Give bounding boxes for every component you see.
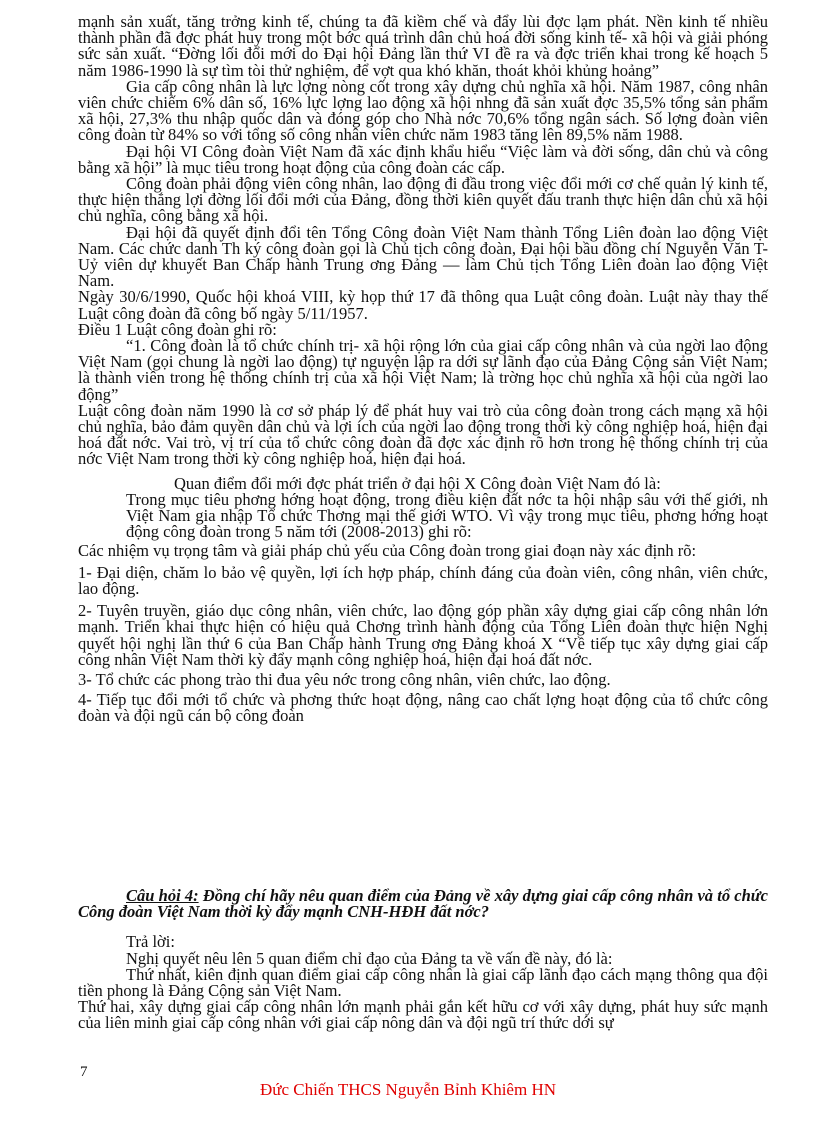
list-item-task-2: 2- Tuyên truyền, giáo dục công nhân, viên chức, lao động góp phần xây dựng giai cấp công nhân lớn mạnh. Triển khai thực hiện có hiệu quả Chơng trình hành động của Tổng Liên đoàn thực hiện Nghị quyết hội nghị lần thứ 6 của Ban Chấp hành Trung ơng Đảng khoá X “Về tiếp tục xây dựng giai cấp công nhân Việt Nam thời kỳ đẩy mạnh công nghiệp hoá, hiện đại hoá đất nớc.	[78, 601, 768, 669]
paragraph-growth: mạnh sản xuất, tăng trởng kinh tế, chúng ta đã kiềm chế và đẩy lùi đợc lạm phát. Nền kinh tế nhiều thành phần đã đợc phát huy trong một bớc quá trình dân chủ hoá đời sống kinh tế- xã hội và giải phóng sức sản xuất. “Đờng lối đổi mới do Đại hội Đảng lần thứ VI đề ra và đợc triển khai trong kế hoạch 5 năm 1986-1990 là sự tìm tòi thử nghiệm, để vợt qua khó khăn, thoát khỏi khủng hoảng”	[78, 12, 768, 80]
page-number: 7	[80, 1064, 88, 1080]
page-footer: Đức Chiến THCS Nguyễn Bỉnh Khiêm HN	[260, 1080, 556, 1099]
answer-intro: Nghị quyết nêu lên 5 quan điểm chỉ đạo của Đảng ta về vấn đề này, đó là:	[126, 948, 613, 968]
paragraph-congress-vi: Đại hội VI Công đoàn Việt Nam đã xác định khẩu hiểu “Việc làm và đời sống, dân chủ và công bằng xã hội” là mục tiêu trong hoạt động của công đoàn các cấp.	[78, 141, 768, 177]
answer-point-1: Thứ nhất, kiên định quan điểm giai cấp công nhân là giai cấp lãnh đạo cách mạng thông qua đội tiền phong là Đảng Cộng sản Việt Nam.	[78, 964, 768, 1001]
paragraph-congress-x: Quan điểm đổi mới đợc phát triển ở đại hội X Công đoàn Việt Nam đó là:	[174, 473, 661, 493]
answer-heading: Trả lời:	[126, 932, 175, 952]
list-item-task-1: 1- Đại diện, chăm lo bảo vệ quyền, lợi ích hợp pháp, chính đáng của đoàn viên, công nhân, viên chức, lao động.	[78, 562, 768, 598]
paragraph-article-1-quote: “1. Công đoàn là tổ chức chính trị- xã hội rộng lớn của giai cấp công nhân và của ngời lao động Việt Nam (gọi chung là ngời lao động) tự nguyện lập ra dới sự lãnh đạo của Đảng Cộng sản Việt Nam; là thành viên trong hệ thống chính trị của xã hội Việt Nam; là trờng học chủ nghĩa xã hội của ngời lao động”	[78, 336, 768, 404]
paragraph-rename: Đại hội đã quyết định đổi tên Tổng Công đoàn Việt Nam thành Tổng Liên đoàn lao động Việt Nam. Các chức danh Th ký công đoàn gọi là Chủ tịch công đoàn, Đại hội bầu đồng chí Nguyễn Văn T- Uỷ viên dự khuyết Ban Chấp hành Trung ơng Đảng — làm Chủ tịch Tổng Liên đoàn lao động Việt Nam.	[78, 222, 768, 291]
list-item-task-4: 4- Tiếp tục đổi mới tổ chức và phơng thức hoạt động, nâng cao chất lợng hoạt động của tổ chức công đoàn và đội ngũ cán bộ công đoàn	[78, 690, 768, 726]
question-text: Đồng chí hãy nêu quan điểm của Đảng về xây dựng giai cấp công nhân và tổ chức Công đoàn Việt Nam thời kỳ đẩy mạnh CNH-HĐH đất nớc?	[78, 886, 769, 922]
section-main-text	[78, 14, 768, 725]
question-4	[78, 888, 768, 920]
answer-point-2: Thứ hai, xây dựng giai cấp công nhân lớn mạnh phải gắn kết hữu cơ với xây dựng, phát huy sức mạnh của liên minh giai cấp công nhân với giai cấp nông dân và đội ngũ trí thức dới sự	[78, 997, 768, 1033]
paragraph-union-mobilize: Công đoàn phải động viên công nhân, lao động đi đầu trong việc đổi mới cơ chế quản lý kinh tế, thực hiện thắng lợi đờng lối đổi mới của Đảng, đồng thời kiên quyết đấu tranh thực hiện dân chủ xã hội chủ nghĩa, công bằng xã hội.	[78, 174, 768, 226]
paragraph-law-basis: Luật công đoàn năm 1990 là cơ sở pháp lý để phát huy vai trò của công đoàn trong cách mạng xã hội chủ nghĩa, bảo đảm quyền dân chủ và lợi ích của ngời lao động trong thời kỳ công nghiệp hoá, hiện đại hoá đất nớc. Vai trò, vị trí của tổ chức công đoàn đã đợc xác định rõ hơn trong hệ thống chính trị của nớc Việt Nam trong thời kỳ công nghiệp hoá, hiện đại hoá.	[78, 400, 768, 469]
question-label: Câu hỏi 4:	[126, 886, 199, 905]
paragraph-objectives: Trong mục tiêu phơng hớng hoạt động, trong điều kiện đất nớc ta hội nhập sâu với thế giới, nh Việt Nam gia nhập Tổ chức Thơng mại thế giới WTO. Vì vậy trong mục tiêu, phơng hớng hoạt động công đoàn trong 5 năm tới (2008-2013) ghi rõ:	[126, 489, 768, 542]
paragraph-key-tasks: Các nhiệm vụ trọng tâm và giải pháp chủ yếu của Công đoàn trong giai đoạn này xác định rõ:	[78, 540, 697, 560]
paragraph-article-1: Điều 1 Luật công đoàn ghi rõ:	[78, 319, 277, 339]
paragraph-law-1990: Ngày 30/6/1990, Quốc hội khoá VIII, kỳ họp thứ 17 đã thông qua Luật công đoàn. Luật này thay thế Luật công đoàn đã công bố ngày 5/11/1957.	[78, 287, 768, 323]
list-item-task-3: 3- Tổ chức các phong trào thi đua yêu nớc trong công nhân, viên chức, lao động.	[78, 669, 611, 689]
section-question-answer	[78, 888, 768, 1032]
paragraph-working-class: Gia cấp công nhân là lực lợng nòng cốt trong xây dựng chủ nghĩa xã hội. Năm 1987, công nhân viên chức chiếm 6% dân số, 16% lực lợng lao động xã hội nhng đã sản xuất đợc 35,5% tổng sản phẩm xã hội, 27,3% thu nhập quốc dân và đóng góp cho Nhà nớc 70,6% tổng ngân sách. Số lợng đoàn viên công đoàn từ 84% so với tổng số công nhân viên chức năm 1983 tăng lên 89,5% năm 1988.	[78, 76, 768, 145]
